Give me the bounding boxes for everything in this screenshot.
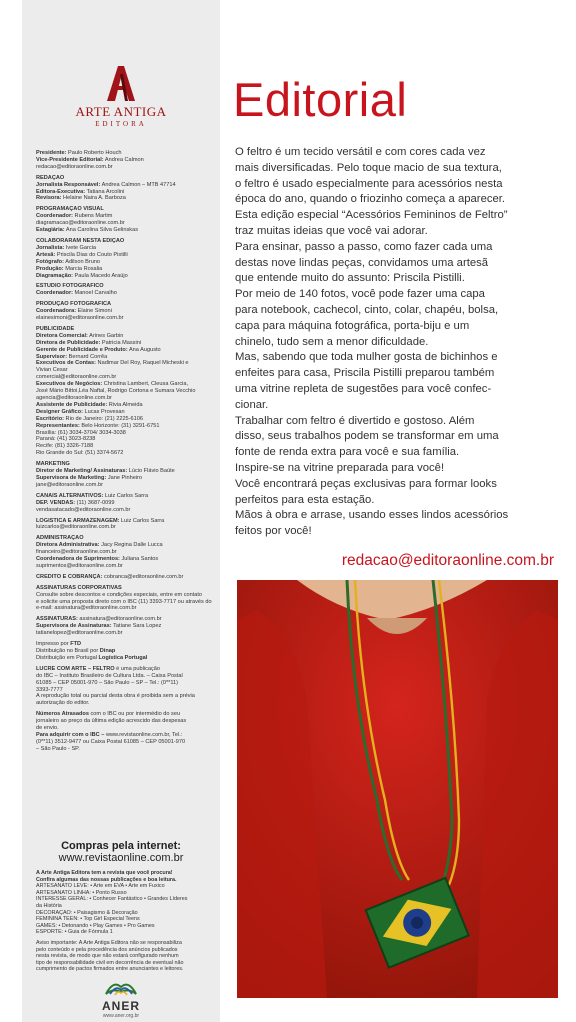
credits-line: Supervisora de Assinaturas: Tatiane Sara Lopez <box>36 623 162 630</box>
credits-line: José Mário Bittoi,Léa Naftal, Rodrigo Cortona e Sumara Vecchio <box>36 388 196 395</box>
editorial-line: Por meio de 140 fotos, você pode fazer uma capa <box>235 288 485 301</box>
aner-name: ANER <box>101 999 140 1013</box>
publisher-logo <box>22 64 220 128</box>
credits-line: Representantes: Belo Horizonte: (31) 3291-6751 <box>36 422 160 429</box>
credits-section <box>36 574 212 581</box>
editorial-line: uma vitrine repleta de sugestões para você confec- <box>235 382 492 395</box>
credits-section <box>36 616 212 637</box>
catalog-line: ESPORTE: • Guia de Fórmula 1 <box>36 929 113 936</box>
disclaimer-line: nesta revista, de modo que não estará configurado nenhum <box>36 953 179 960</box>
credits-line: Diretora Comercial: Arines Garbin <box>36 332 124 339</box>
editorial-line: Mãos à obra e arrase, usando esses lindos acessórios <box>235 509 509 522</box>
editorial-line: para notebook, cachecol, cinto, colar, chapéu, bolsa, <box>235 303 499 316</box>
page-title: Editorial <box>233 73 408 126</box>
editorial-line: o feltro é usado especialmente para acessórios nesta <box>235 177 503 190</box>
credits-line: Jornalista: Ivete Garcia <box>36 244 97 251</box>
credits-line: Produção: Marcia Rosalia <box>36 265 103 272</box>
disclaimer-line: tipo de responsabilidade civil em decorrência de eventual não <box>36 959 184 966</box>
credits-line: e solicite uma proposta direto com o IBC (11) 3393-7717 ou através do <box>36 598 212 605</box>
credits-section-heading: REDAÇÃO <box>36 174 65 181</box>
credits-line: Supervisor: Bernard Corrêa <box>36 353 108 360</box>
credits-line: redacao@editoraonline.com.br <box>36 163 113 170</box>
credits-section <box>36 175 212 203</box>
catalog-heading: A Arte Antiga Editora tem a revista que você procura! <box>36 870 173 876</box>
photo-illustration <box>237 580 558 998</box>
credits-line: tatianelopez@editoraonline.com.br <box>36 630 123 637</box>
credits-line: do IBC – Instituto Brasileiro de Cultura Ltda. – Caixa Postal <box>36 672 183 679</box>
aner-book-icon <box>104 978 138 996</box>
credits-section <box>36 711 212 752</box>
editorial-line: capa para máquina fotográfica, porta-biju e um <box>235 319 470 332</box>
credits-line: A reprodução total ou parcial desta obra é proibida sem a prévia <box>36 693 195 700</box>
editorial-line: Trabalhar com feltro é divertido e gostoso. Além <box>235 414 475 427</box>
editorial-line: mais diversificadas. Pelo toque macio de sua textura, <box>235 161 502 174</box>
catalog-line: ARTESANATO LINHA: • Ponto Russo <box>36 889 127 896</box>
credits-section <box>36 150 212 171</box>
credits-line: Paraná: (41) 3023-8238 <box>36 436 96 443</box>
credits-line: 61085 – CEP 05001-970 – São Paulo – SP – Tel.: (0**11) <box>36 679 179 686</box>
credits-line: comercial@editoraonline.com.br <box>36 374 117 381</box>
editorial-body <box>235 145 555 540</box>
credits-section-heading: CRÉDITO E COBRANÇA: cobranca@editoraonline.com.br <box>36 573 184 580</box>
credits-line: Impresso por FTD <box>36 641 82 648</box>
buy-url-link[interactable]: www.revistaonline.com.br <box>58 852 184 864</box>
credits-line: luizcarlos@editoraonline.com.br <box>36 524 116 531</box>
credits-section-heading: ADMINISTRAÇÃO <box>36 535 84 542</box>
credits-section <box>36 301 212 322</box>
credits-section <box>36 585 212 613</box>
credits-line: Diretor de Marketing/ Assinaturas: Lúcio Flávio Baúte <box>36 468 175 475</box>
editorial-line: Mas, sabendo que toda mulher gosta de bichinhos e <box>235 351 498 364</box>
credits-line: Recife: (81) 3326-7188 <box>36 443 94 450</box>
credits-section <box>36 461 212 489</box>
credits-line: Distribuição em Portugal Logística Portugal <box>36 654 148 661</box>
credits-section-heading: PROGRAMAÇÃO VISUAL <box>36 206 104 213</box>
credits-section-heading: COLABORARAM NESTA EDIÇÃO <box>36 237 125 244</box>
aner-url: www.aner.org.br <box>102 1013 140 1019</box>
editorial-line: traz muitas ideias que você vai adorar. <box>235 224 428 237</box>
credits-section-heading: CANAIS ALTERNATIVOS: Luiz Carlos Sarra <box>36 492 149 499</box>
editorial-line: O feltro é um tecido versátil e com cores cada vez <box>235 146 486 158</box>
credits-line: Diretora Administrativa: Jacy Regina Dalle Lucca <box>36 542 163 549</box>
credits-section-heading: PUBLICIDADE <box>36 325 75 332</box>
catalog-line: INTERESSE GERAL: • Conhecer Fantástico • Grandes Líderes <box>36 896 188 903</box>
credits-line: Coordenador: Rubens Martim <box>36 213 113 220</box>
credits-section <box>36 238 212 279</box>
catalog-line: ARTESANATO LEVE: • Arte em EVA • Arte em Fuxico <box>36 883 165 890</box>
credits-line: Coordenadora: Elaine Simoni <box>36 308 112 315</box>
catalog-line: FEMININA TEEN: • Top Girl Especial Teens <box>36 916 140 923</box>
credits-section-heading: PRODUÇÃO FOTOGRÁFICA <box>36 301 112 308</box>
credits-line: Números Atrasados com o IBC ou por intermédio do seu <box>36 711 181 718</box>
credits-section <box>36 535 212 570</box>
editorial-line: Esta edição especial “Acessórios Femininos de Feltro” <box>235 209 508 222</box>
credits-line: Supervisora de Marketing: Jane Pinheiro <box>36 474 143 481</box>
credits-block <box>36 150 212 757</box>
credits-line: Para adquirir com o IBC – www.revistaonline.com.br, Tel.: <box>36 731 183 738</box>
credits-section <box>36 206 212 234</box>
logo-sub-text: EDITORA <box>95 120 147 128</box>
catalog-line: DECORAÇÃO: • Paisagismo & Decoração <box>36 909 138 916</box>
credits-line: vendasatacado@editoraonline.com.br <box>36 506 131 513</box>
credits-section <box>36 493 212 514</box>
editorial-line: cionar. <box>235 398 269 411</box>
credits-section <box>36 326 212 457</box>
catalog-heading: Confira algumas das nossas publicações e boa leitura. <box>36 876 177 883</box>
credits-line: Editora-Executiva: Tatiana Arcolini <box>36 188 125 195</box>
credits-section <box>36 666 212 707</box>
credits-line: (0**11) 3512-9477 ou Caixa Postal 61085 – CEP 05001-970 <box>36 738 186 745</box>
credits-line: Distribuição no Brasil por Dinap <box>36 648 116 654</box>
credits-line: Presidente: Paulo Roberto Houch <box>36 150 122 156</box>
credits-line: Executivos de Contas: Nadimar Del Roy, Raquel Micheski e <box>36 360 189 367</box>
credits-section-heading: MARKETING <box>36 461 70 468</box>
credits-line: Artesã: Priscila Dias do Couto Pistilli <box>36 251 128 258</box>
credits-line: diagramacao@editoraonline.com.br <box>36 220 125 227</box>
editorial-line: perfeitos para esta estação. <box>235 493 375 506</box>
credits-line: Designer Gráfico: Lucas Provesan <box>36 408 125 415</box>
catalog-block <box>36 870 212 973</box>
credits-line: jane@editoraonline.com.br <box>36 481 103 488</box>
disclaimer-line: Aviso importante: A Arte Antiga Editora não se responsabiliza <box>36 939 182 946</box>
credits-line: – São Paulo - SP. <box>36 745 80 752</box>
catalog-line: da História <box>36 902 62 909</box>
credits-section <box>36 283 212 297</box>
editorial-line: Você encontrará peças exclusivas para formar looks <box>235 477 497 490</box>
disclaimer <box>36 940 212 973</box>
credits-line: Gerente de Publicidade e Produto: Ana Augusto <box>36 346 161 353</box>
catalog-line: GAMES: • Detonando • Play Games • Pro Games <box>36 922 155 929</box>
credits-line: Assistente de Publicidade: Rivia Almeida <box>36 401 143 408</box>
credits-line: suprimentos@editoraonline.com.br <box>36 562 123 569</box>
editorial-line: feitos por você! <box>235 525 312 538</box>
editorial-line: disso, seus trabalhos podem se transformar em uma <box>235 430 499 443</box>
credits-line: Escritório: Rio de Janeiro: (21) 2225-6106 <box>36 415 143 422</box>
credits-line: elainesimoni@editoraonline.com.br <box>36 315 124 322</box>
credits-line: DEP. VENDAS: (11) 3687-0099 <box>36 499 115 506</box>
credits-line: Rio Grande do Sul: (51) 3374-5672 <box>36 450 124 457</box>
credits-section <box>36 518 212 532</box>
editorial-line: chinelo, tudo sem a menor dificuldade. <box>235 335 429 348</box>
credits-line: Jornalista Responsável: Andrea Calmon – MTB 47714 <box>36 181 176 188</box>
credits-line: financeiro@editoraonline.com.br <box>36 549 117 556</box>
credits-line: Diagramação: Paula Macedo Araújo <box>36 272 128 279</box>
credits-line: Vice-Presidente Editorial: Andrea Calmon <box>36 156 144 163</box>
credits-line: de envio. <box>36 725 59 732</box>
credits-line: Diretora de Publicidade: Patricia Massini <box>36 339 142 346</box>
credits-section-heading: ASSINATURAS CORPORATIVAS <box>36 584 122 591</box>
credits-section-heading: LOGÍSTICA E ARMAZENAGEM: Luiz Carlos Sarra <box>36 517 165 524</box>
credits-section <box>36 641 212 662</box>
credits-line: autorização do editor. <box>36 700 90 707</box>
editorial-line: época do ano, quando o friozinho começa a aparecer. <box>235 193 506 206</box>
editorial-line: enfeites para casa, Priscila Pistilli preparou também <box>235 367 495 380</box>
editorial-line: destas nove lindas peças, convidamos uma artesã <box>235 256 489 269</box>
editorial-line: Para ensinar, passo a passo, como fazer cada uma <box>235 240 493 253</box>
editorial-line: que entende muito do assunto: Priscila Pistilli. <box>235 272 465 285</box>
credits-line: Executivos de Negócios: Christina Lambert, Cleusa Garcia, <box>36 381 189 388</box>
aner-seal <box>22 978 220 1019</box>
editorial-line: Inspire-se na vitrine preparada para você! <box>235 461 445 474</box>
logo-brand-text: ARTE ANTIGA <box>75 104 167 119</box>
credits-section-heading: ASSINATURAS: assinatura@editoraonline.com.br <box>36 616 162 623</box>
arte-antiga-logo-icon <box>104 64 138 102</box>
credits-line: Coordenadora de Suprimentos: Juliana Santos <box>36 556 159 563</box>
credits-line: Brasília: (61) 3034-3704/ 3034-3038 <box>36 429 126 436</box>
credits-line: Vivian Cesar <box>36 367 68 374</box>
credits-line: 3393-7777 <box>36 686 63 693</box>
credits-line: e-mail: assinatura@editoraonline.com.br <box>36 605 137 612</box>
disclaimer-line: pelo conteúdo e pela procedência dos anúncios publicados <box>36 946 178 953</box>
credits-section-heading: LUCRE COM ARTE – FELTRO é uma publicação <box>36 665 161 672</box>
credits-line: agencia@editoraonline.com.br <box>36 395 112 401</box>
buy-online <box>22 840 220 864</box>
editorial-line: fonte de renda extra para você e sua família. <box>235 446 460 459</box>
credits-line: Consulte sobre descontos e condições especiais, entre em contato <box>36 591 203 598</box>
credits-section-heading: ESTÚDIO FOTOGRÁFICO <box>36 283 104 290</box>
disclaimer-line: cumprimento de pactos firmados entre anunciantes e leitores. <box>36 966 184 973</box>
credits-line: Coordenador: Manoel Carvalho <box>36 290 117 297</box>
credits-sidebar <box>22 0 220 1022</box>
credits-line: Revisora: Helaine Naira A. Barboza <box>36 195 126 202</box>
credits-line: Estagiária: Ana Carolina Silva Gelinskas <box>36 227 138 234</box>
credits-line: jornaleiro ao preço da última edição acrescido das despesas <box>36 718 187 725</box>
buy-title: Compras pela internet: <box>61 840 181 852</box>
credits-line: Fotógrafo: Adilson Bruno <box>36 258 101 265</box>
necklace-photo <box>237 580 558 998</box>
editorial-email-link[interactable]: redacao@editoraonline.com.br <box>341 552 554 569</box>
